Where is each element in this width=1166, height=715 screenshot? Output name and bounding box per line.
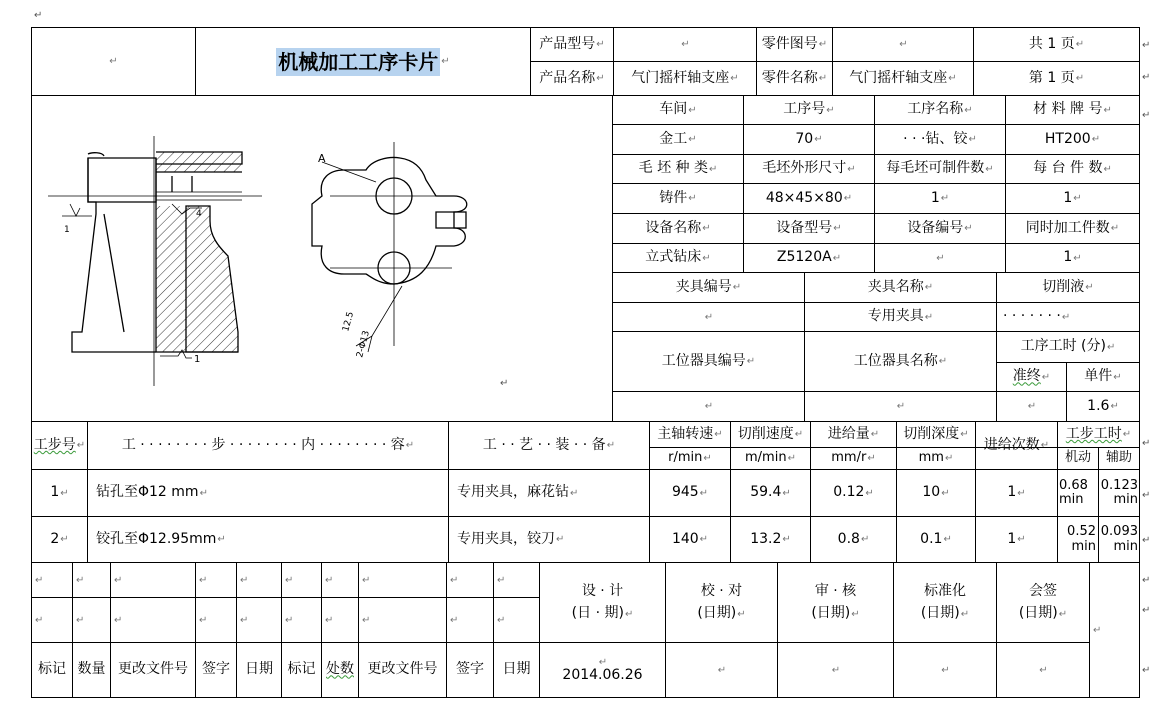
station-name-label: 工位器具名称 ↵	[853, 352, 948, 369]
op-no-label: 工序号 ↵	[783, 101, 835, 118]
footer-blank-cell[interactable]	[494, 598, 539, 642]
footer-blank-cell[interactable]	[494, 563, 539, 597]
paragraph-mark: ↵	[497, 614, 506, 626]
equip-name-label: 设备名称 ↵	[645, 219, 711, 236]
feed-unit: mm/r ↵	[831, 450, 876, 466]
paragraph-mark: ↵	[35, 614, 44, 626]
part-drawing-no-label: 零件图号 ↵	[761, 35, 828, 52]
equip-model-value[interactable]: Z5120A ↵	[776, 249, 842, 266]
section-view	[72, 152, 242, 352]
step-speed[interactable]: 59.4 ↵	[750, 484, 791, 501]
op-no-value[interactable]: 70 ↵	[795, 130, 823, 147]
paragraph-mark: ↵	[76, 614, 85, 626]
countersign-value[interactable]: ↵	[1039, 664, 1048, 676]
paragraph-mark: ↵	[450, 574, 459, 586]
per-blank-value[interactable]: 1 ↵	[930, 189, 950, 206]
blank-size-label: 毛坯外形尺寸 ↵	[762, 160, 856, 177]
paragraph-mark: ↵	[362, 574, 371, 586]
design-date-value[interactable]: ↵ 2014.06.26	[562, 656, 643, 683]
footer-label-count: 处数	[326, 661, 354, 678]
paragraph-mark: ↵	[199, 614, 208, 626]
paragraph-mark: ↵	[325, 574, 334, 586]
footer-label-date-2: 日期	[502, 661, 531, 678]
footer-label-mark: 标记	[38, 661, 66, 678]
step-feed[interactable]: 0.8 ↵	[837, 530, 870, 547]
step-content[interactable]: 铰孔至Φ12.95mm ↵	[96, 530, 226, 547]
footer-blank-cell[interactable]	[111, 563, 195, 597]
paragraph-mark: ↵	[114, 574, 123, 586]
footer-label-change-doc: 更改文件号	[118, 661, 188, 678]
footer-label-sign-2: 签字	[456, 661, 484, 678]
paragraph-mark: ↵	[240, 614, 249, 626]
standard-header: 标准化 (日期)↵	[920, 583, 970, 621]
step-spindle[interactable]: 140 ↵	[671, 530, 709, 547]
paragraph-mark: ↵	[500, 378, 509, 389]
check-date-value[interactable]: ↵	[717, 664, 727, 676]
product-name-label: 产品名称 ↵	[539, 69, 605, 86]
content-header: 工 · · · · · · · · 步 · · · · · · · · 内 · · · · · · · · 容 ↵	[121, 436, 415, 453]
coolant-value[interactable]: · · · · · · · ↵	[1003, 308, 1071, 325]
footer-blank-cell[interactable]	[447, 598, 493, 642]
footer-blank-cell[interactable]	[111, 598, 195, 642]
step-machine-time[interactable]: 0.68 min	[1059, 477, 1088, 507]
review-header: 审 · 核 (日期)↵	[811, 583, 860, 621]
dim-1-left-label: 1	[64, 225, 70, 235]
top-view	[312, 158, 467, 285]
footer-blank-cell[interactable]	[237, 563, 281, 597]
fixture-no-label: 夹具编号 ↵	[675, 278, 742, 295]
header-blank-cell: ↵	[109, 56, 118, 67]
part-name-label: 零件名称 ↵	[761, 69, 828, 86]
equip-model-label: 设备型号 ↵	[776, 219, 842, 236]
row-end-mark: ↵	[1142, 665, 1151, 676]
footer-blank-cell[interactable]	[359, 563, 446, 597]
paragraph-mark: ↵	[35, 574, 44, 586]
row-end-mark: ↵	[1142, 72, 1151, 83]
hole-callout-label: 2-Φ13	[355, 329, 373, 359]
step-feed[interactable]: 0.12 ↵	[833, 484, 874, 501]
row-end-mark: ↵	[1142, 575, 1151, 586]
label-a: A	[318, 152, 326, 165]
footer-right-blank: ↵	[1093, 624, 1102, 636]
equip-no-value[interactable]: ↵	[936, 252, 945, 264]
paragraph-mark: ↵	[497, 574, 506, 586]
row-end-mark: ↵	[1142, 438, 1151, 449]
footer-blank-cell[interactable]	[447, 563, 493, 597]
passes-header: 进给次数 ↵	[983, 436, 1050, 453]
material-label: 材 料 牌 号 ↵	[1033, 101, 1112, 118]
simul-label: 同时加工件数 ↵	[1025, 219, 1120, 236]
equip-no-label: 设备编号 ↵	[907, 219, 973, 236]
op-name-value[interactable]: · · ·钻、铰 ↵	[903, 130, 977, 147]
page-title: 机械加工工序卡片	[278, 49, 439, 74]
material-value[interactable]: HT200 ↵	[1044, 130, 1101, 147]
footer-blank-cell[interactable]	[32, 563, 72, 597]
paragraph-mark: ↵	[114, 614, 123, 626]
step-depth[interactable]: 0.1 ↵	[920, 530, 952, 547]
blank-type-label: 毛 坯 种 类 ↵	[638, 160, 718, 177]
spindle-unit: r/min ↵	[668, 450, 712, 466]
footer-label-date: 日期	[245, 661, 273, 678]
row-end-mark: ↵	[1142, 605, 1151, 616]
step-no[interactable]: 2 ↵	[50, 530, 69, 547]
part-drawing	[32, 96, 612, 421]
op-time-label: 工序工时 (分) ↵	[1020, 338, 1116, 355]
design-header: 设 · 计 (日 · 期)↵	[571, 583, 634, 621]
paragraph-mark: ↵	[285, 574, 294, 586]
step-spindle[interactable]: 945 ↵	[671, 484, 709, 501]
step-time-header: 工步工时 ↵	[1065, 425, 1132, 442]
fixture-no-value[interactable]: ↵	[704, 311, 714, 323]
page-number: 第 1 页 ↵	[1028, 69, 1085, 86]
footer-blank-cell[interactable]	[322, 598, 358, 642]
station-name-value[interactable]: ↵	[896, 401, 906, 412]
countersign-header: 会签 (日期)↵	[1018, 583, 1068, 621]
equipment-header: 工 · · 艺 · · 装 · · 备 ↵	[482, 436, 616, 453]
dim-1-bottom-label: 1	[194, 354, 201, 365]
depth-header: 切削深度 ↵	[903, 425, 969, 442]
footer-blank-cell[interactable]	[237, 598, 281, 642]
footer-blank-cell[interactable]	[322, 563, 358, 597]
step-no[interactable]: 1 ↵	[50, 484, 69, 501]
aux-time-header: 辅助	[1105, 450, 1132, 466]
outer-bottom-line	[31, 697, 1140, 698]
row-end-mark: ↵	[1142, 40, 1151, 51]
workshop-value[interactable]: 金工 ↵	[659, 130, 697, 147]
cut-speed-header: 切削速度 ↵	[737, 425, 804, 442]
roughness-label: 12.5	[341, 310, 357, 333]
feed-header: 进给量 ↵	[827, 425, 880, 442]
step-passes[interactable]: 1 ↵	[1007, 530, 1026, 547]
row-end-mark: ↵	[1142, 110, 1151, 121]
paragraph-mark: ↵	[76, 574, 85, 586]
step-speed[interactable]: 13.2 ↵	[750, 530, 791, 547]
per-unit-value[interactable]: 1 ↵	[1063, 189, 1082, 206]
workshop-label: 车间 ↵	[659, 101, 697, 118]
part-name-value[interactable]: 气门摇杆轴支座 ↵	[849, 69, 957, 86]
paragraph-mark: ↵	[362, 614, 371, 626]
prep-value[interactable]: ↵	[1027, 401, 1037, 412]
per-blank-label: 每毛坯可制件数 ↵	[886, 160, 994, 177]
row-end-mark: ↵	[1142, 490, 1151, 501]
footer-label-quantity: 数量	[77, 661, 106, 678]
blank-size-value[interactable]: 48×45×80 ↵	[765, 189, 853, 206]
product-model-label: 产品型号 ↵	[539, 35, 605, 52]
step-content[interactable]: 钻孔至Φ12 mm ↵	[96, 484, 208, 501]
paragraph-mark: ↵	[285, 614, 294, 626]
footer-blank-cell[interactable]	[359, 598, 446, 642]
footer-blank-cell[interactable]	[196, 563, 236, 597]
check-header: 校 · 对 (日期)↵	[697, 583, 746, 621]
step-machine-time[interactable]: 0.52 min	[1067, 524, 1096, 554]
step-equipment[interactable]: 专用夹具，麻花钻 ↵	[457, 484, 579, 501]
machine-time-header: 机动	[1064, 450, 1091, 466]
fixture-name-value[interactable]: 专用夹具 ↵	[867, 308, 934, 325]
footer-label-sign: 签字	[202, 661, 230, 678]
paragraph-mark: ↵	[450, 614, 459, 626]
step-passes[interactable]: 1 ↵	[1007, 484, 1026, 501]
standard-date-value[interactable]: ↵	[941, 664, 950, 676]
dim-4-label: 4	[196, 209, 202, 219]
spindle-header: 主轴转速 ↵	[657, 425, 723, 442]
simul-value[interactable]: 1 ↵	[1063, 249, 1082, 266]
per-unit-label: 每 台 件 数 ↵	[1033, 160, 1112, 177]
footer-blank-cell[interactable]	[196, 598, 236, 642]
product-name-value[interactable]: 气门摇杆轴支座 ↵	[631, 69, 739, 86]
page-corner-mark: ↵	[34, 10, 43, 21]
step-aux-time[interactable]: 0.093 min	[1100, 524, 1138, 554]
footer-label-mark-2: 标记	[287, 661, 316, 678]
top-view-centerlines	[322, 142, 452, 352]
footer-blank-cell[interactable]	[282, 563, 321, 597]
unit-label: 单件 ↵	[1084, 368, 1122, 385]
prep-label: 准终 ↵	[1012, 368, 1051, 385]
footer-label-change-doc-2: 更改文件号	[367, 661, 438, 678]
title-cell: 机械加工工序卡片 ↵	[278, 49, 450, 74]
footer-blank-cell[interactable]	[73, 598, 110, 642]
row-end-mark: ↵	[1142, 535, 1151, 546]
footer-blank-cell[interactable]	[73, 563, 110, 597]
product-model-value[interactable]: ↵	[681, 39, 690, 50]
total-pages: 共 1 页 ↵	[1028, 35, 1085, 52]
paragraph-mark: ↵	[240, 574, 249, 586]
footer-blank-cell[interactable]	[282, 598, 321, 642]
review-date-value[interactable]: ↵	[831, 664, 841, 676]
paragraph-mark: ↵	[325, 614, 334, 626]
station-no-value[interactable]: ↵	[704, 401, 714, 412]
coolant-label: 切削液 ↵	[1042, 278, 1094, 295]
op-name-label: 工序名称 ↵	[907, 101, 973, 118]
part-drawing-no-value[interactable]: ↵	[899, 39, 908, 50]
step-aux-time[interactable]: 0.123 min	[1100, 477, 1138, 507]
footer-blank-cell[interactable]	[32, 598, 72, 642]
depth-unit: mm ↵	[918, 450, 954, 466]
fixture-name-label: 夹具名称 ↵	[867, 278, 934, 295]
step-depth[interactable]: 10 ↵	[922, 484, 950, 501]
blank-type-value[interactable]: 铸件 ↵	[659, 189, 697, 206]
station-no-label: 工位器具编号 ↵	[661, 352, 756, 369]
unit-time-value[interactable]: 1.6 ↵	[1087, 397, 1119, 414]
cut-speed-unit: m/min ↵	[745, 450, 796, 466]
equip-name-value[interactable]: 立式钻床 ↵	[645, 249, 711, 266]
step-equipment[interactable]: 专用夹具，铰刀 ↵	[457, 530, 565, 547]
paragraph-mark: ↵	[199, 574, 208, 586]
step-no-header: 工步号 ↵	[33, 436, 86, 453]
